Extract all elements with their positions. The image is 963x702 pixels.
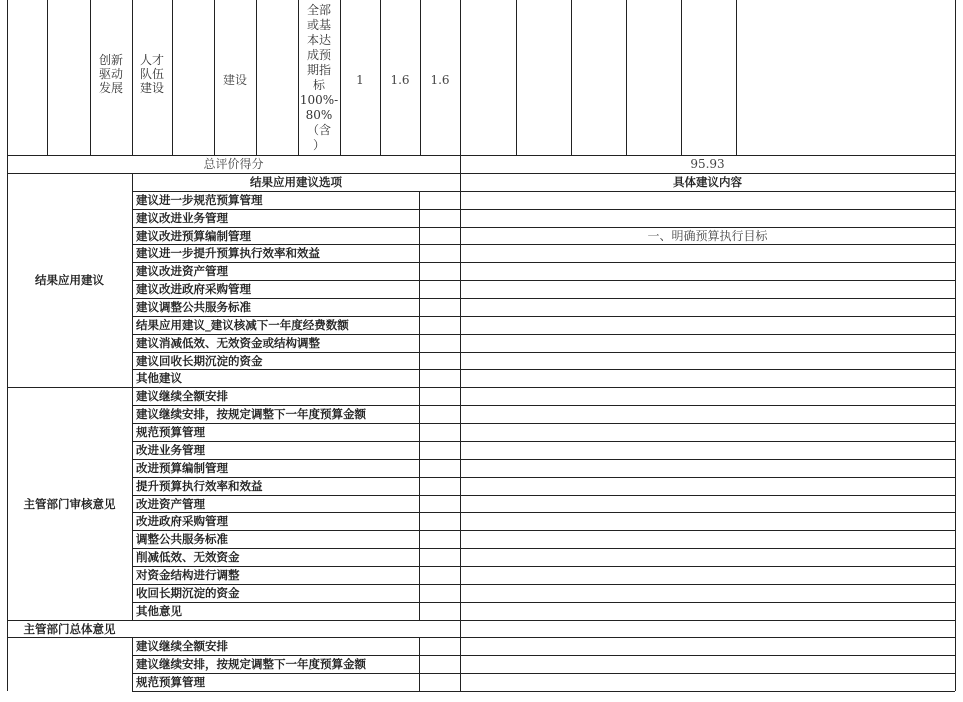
grid-line-v <box>256 0 257 155</box>
results-option-item: 建议进一步提升预算执行效率和效益 <box>136 246 320 260</box>
grid-line-h <box>7 620 460 621</box>
review-option-item: 其他意见 <box>136 604 182 618</box>
talent-cell: 人才 <box>139 53 164 67</box>
standard-cell: 80% <box>305 108 333 122</box>
review-option-item: 收回长期沉淀的资金 <box>136 586 240 600</box>
grid-line-v <box>460 173 461 691</box>
results-option-item: 结果应用建议_建议核减下一年度经费数额 <box>136 318 349 332</box>
grid-line-v <box>132 173 133 620</box>
grid-line-v <box>681 0 682 155</box>
standard-cell: 标 <box>312 78 325 92</box>
innovation-cell: 驱动 <box>98 67 123 81</box>
build-cell: 建设 <box>222 73 247 87</box>
overall-option-item: 规范预算管理 <box>136 675 205 689</box>
review-option-item: 削减低效、无效资金 <box>136 550 240 564</box>
grid-line-h <box>132 566 955 567</box>
grid-line-v <box>516 0 517 155</box>
talent-cell: 建设 <box>139 81 164 95</box>
grid-line-h <box>132 369 955 370</box>
results-option-item: 建议改进资产管理 <box>136 264 228 278</box>
grid-line-v <box>736 0 737 155</box>
grid-line-h <box>132 495 955 496</box>
standard-cell: 期指 <box>306 63 331 77</box>
standard-cell: 本达 <box>306 33 331 47</box>
target-value: 1.6 <box>390 73 410 87</box>
review-option-item: 提升预算执行效率和效益 <box>136 479 263 493</box>
standard-cell: 成预 <box>306 48 331 62</box>
review-option-item: 建议继续安排，按规定调整下一年度预算金额 <box>136 407 366 421</box>
score-value: 1.6 <box>430 73 450 87</box>
results-content-header: 具体建议内容 <box>673 175 742 189</box>
standard-cell: 或基 <box>306 18 331 32</box>
grid-line-v <box>132 637 133 691</box>
grid-line-h <box>132 441 955 442</box>
grid-line-v <box>419 637 420 691</box>
grid-line-v <box>172 0 173 155</box>
standard-cell: 全部 <box>306 3 331 17</box>
results-option-item: 建议改进业务管理 <box>136 211 228 225</box>
results-options-header: 结果应用建议选项 <box>250 175 342 189</box>
grid-line-h <box>132 584 955 585</box>
talent-cell: 队伍 <box>139 67 164 81</box>
grid-line-h <box>132 191 955 192</box>
total-score-label: 总评价得分 <box>203 157 264 171</box>
grid-line-v <box>7 173 8 691</box>
review-option-item: 改进业务管理 <box>136 443 205 457</box>
results-content-text: 一、明确预算执行目标 <box>647 229 768 243</box>
total-score-value: 95.93 <box>690 157 725 171</box>
grid-line-v <box>955 0 956 155</box>
grid-line-h <box>132 459 955 460</box>
grid-line-h <box>132 602 955 603</box>
results-option-item: 其他建议 <box>136 371 182 385</box>
results-option-item: 建议回收长期沉淀的资金 <box>136 354 263 368</box>
grid-line-v <box>955 173 956 691</box>
results-option-item: 建议调整公共服务标准 <box>136 300 251 314</box>
standard-cell: ） <box>312 138 325 152</box>
review-option-item: 改进预算编制管理 <box>136 461 228 475</box>
innovation-cell: 创新 <box>98 53 123 67</box>
results-option-item: 建议进一步规范预算管理 <box>136 193 263 207</box>
standard-cell: （含 <box>306 123 331 137</box>
results-option-item: 建议改进预算编制管理 <box>136 229 251 243</box>
grid-line-h <box>132 530 955 531</box>
grid-line-h <box>132 316 955 317</box>
grid-line-h <box>7 637 955 638</box>
grid-line-h <box>132 298 955 299</box>
results-option-item: 建议消减低效、无效资金或结构调整 <box>136 336 320 350</box>
overall-option-item: 建议继续安排，按规定调整下一年度预算金额 <box>136 657 366 671</box>
grid-line-v <box>460 0 461 155</box>
review-section-label: 主管部门审核意见 <box>23 497 116 511</box>
grid-line-h <box>132 244 955 245</box>
grid-line-h <box>132 209 955 210</box>
grid-line-h <box>132 334 955 335</box>
grid-line-h <box>132 423 955 424</box>
grid-line-v <box>955 155 956 173</box>
grid-line-h <box>132 691 955 692</box>
standard-cell: 100%- <box>299 93 339 107</box>
grid-line-h <box>132 387 955 388</box>
results-section-label: 结果应用建议 <box>35 273 104 287</box>
grid-line-v <box>47 0 48 155</box>
grid-line-h <box>132 548 955 549</box>
grid-line-v <box>7 0 8 155</box>
review-option-item: 改进资产管理 <box>136 497 205 511</box>
grid-line-h <box>132 477 955 478</box>
grid-line-h <box>132 280 955 281</box>
grid-line-h <box>132 655 955 656</box>
results-option-item: 建议改进政府采购管理 <box>136 282 251 296</box>
overall-section-label: 主管部门总体意见 <box>23 622 116 636</box>
grid-line-h <box>132 673 955 674</box>
review-option-item: 建议继续全额安排 <box>136 389 228 403</box>
grid-line-v <box>571 0 572 155</box>
weight-value: 1 <box>356 73 364 87</box>
review-option-item: 调整公共服务标准 <box>136 532 228 546</box>
grid-line-h <box>132 262 955 263</box>
innovation-cell: 发展 <box>98 81 123 95</box>
grid-line-v <box>626 0 627 155</box>
overall-option-item: 建议继续全额安排 <box>136 639 228 653</box>
review-option-item: 对资金结构进行调整 <box>136 568 240 582</box>
review-option-item: 改进政府采购管理 <box>136 514 228 528</box>
grid-line-h <box>132 227 955 228</box>
grid-line-h <box>132 405 955 406</box>
grid-line-h <box>132 512 955 513</box>
grid-line-h <box>7 387 132 388</box>
review-option-item: 规范预算管理 <box>136 425 205 439</box>
grid-line-h <box>132 352 955 353</box>
grid-line-h <box>7 155 955 156</box>
grid-line-h <box>7 173 955 174</box>
